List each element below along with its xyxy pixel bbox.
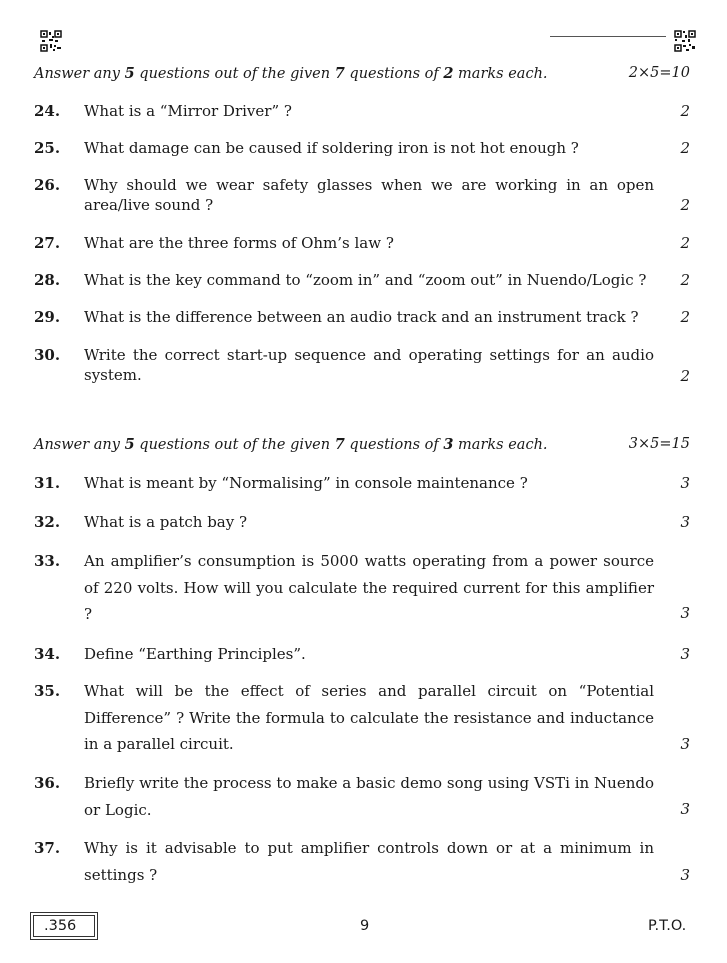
header-rule	[550, 36, 666, 37]
question-number: 32.	[34, 513, 61, 531]
pto-label: P.T.O.	[648, 918, 687, 934]
page-number: 9	[360, 918, 370, 934]
paper-code: .356	[33, 915, 95, 937]
question-text: Briefly write the process to make a basic demo song using VSTi in Nuendo or Logic.	[84, 774, 654, 819]
question-text: What are the three forms of Ohm’s law ?	[84, 234, 394, 252]
question-text: What is the difference between an audio track and an instrument track ?	[84, 308, 639, 326]
question-marks: 2	[680, 308, 690, 326]
question-number: 35.	[34, 682, 61, 700]
question-text: Why is it advisable to put amplifier controls down or at a minimum in settings ?	[84, 839, 654, 884]
question-marks: 3	[680, 800, 690, 818]
qr-code-icon	[40, 30, 62, 52]
section-score: 3×5=15	[628, 436, 690, 452]
section-instruction	[34, 65, 690, 82]
question-marks: 2	[680, 102, 690, 120]
question-marks: 2	[680, 234, 690, 252]
question-number: 34.	[34, 645, 61, 663]
question-number: 37.	[34, 839, 61, 857]
question-number: 31.	[34, 474, 61, 492]
question-number: 33.	[34, 552, 61, 570]
question-text: What is a “Mirror Driver” ?	[84, 102, 292, 120]
question-text: What is the key command to “zoom in” and “zoom out” in Nuendo/Logic ?	[84, 271, 647, 289]
question-marks: 2	[680, 367, 690, 385]
question-marks: 2	[680, 271, 690, 289]
instruction-text: Answer any 5 questions out of the given 7 questions of 2 marks each.	[34, 65, 548, 82]
question-marks: 3	[680, 735, 690, 753]
question-number: 29.	[34, 308, 61, 326]
question-text: An amplifier’s consumption is 5000 watts operating from a power source of 220 volts. How will you calculate the required current for this amplifier ?	[84, 552, 654, 623]
question-number: 36.	[34, 774, 61, 792]
question-number: 25.	[34, 139, 61, 157]
question-marks: 3	[680, 604, 690, 622]
question-marks: 3	[680, 866, 690, 884]
question-marks: 3	[680, 513, 690, 531]
question-text: Why should we wear safety glasses when we are working in an open area/live sound ?	[84, 176, 654, 214]
question-number: 27.	[34, 234, 61, 252]
question-text: Define “Earthing Principles”.	[84, 645, 306, 663]
section-score: 2×5=10	[628, 65, 690, 81]
question-marks: 3	[680, 645, 690, 663]
question-text: What will be the effect of series and parallel circuit on “Potential Difference” ? Write the formula to calculate the resistance and inductance in a parallel circuit.	[84, 682, 654, 753]
question-marks: 2	[680, 196, 690, 214]
question-text: Write the correct start-up sequence and operating settings for an audio system.	[84, 346, 654, 384]
question-text: What is a patch bay ?	[84, 513, 248, 531]
section-instruction	[34, 436, 690, 453]
question-text: What is meant by “Normalising” in console maintenance ?	[84, 474, 528, 492]
qr-code-icon	[674, 30, 696, 52]
question-text: What damage can be caused if soldering iron is not hot enough ?	[84, 139, 579, 157]
question-number: 28.	[34, 271, 61, 289]
question-marks: 3	[680, 474, 690, 492]
instruction-text: Answer any 5 questions out of the given 7 questions of 3 marks each.	[34, 436, 548, 453]
question-number: 30.	[34, 346, 61, 364]
question-marks: 2	[680, 139, 690, 157]
question-number: 24.	[34, 102, 61, 120]
question-number: 26.	[34, 176, 61, 194]
